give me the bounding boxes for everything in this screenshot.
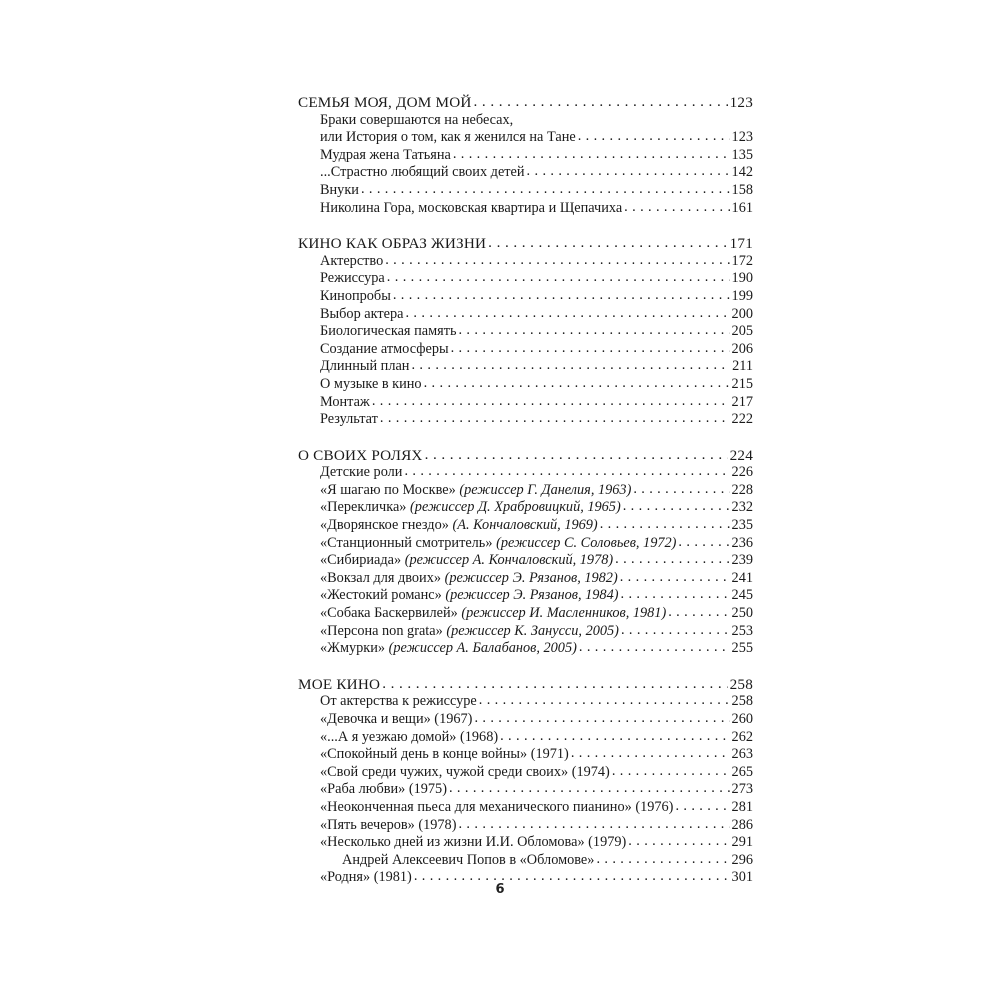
- dot-leader: [474, 93, 728, 111]
- toc-entry-title-text: Мудрая жена Татьяна: [320, 146, 451, 163]
- toc-entry: [298, 517, 753, 535]
- toc-entry: [298, 817, 753, 835]
- dot-leader: [474, 710, 729, 728]
- toc-entry-continuation-title: [320, 129, 576, 147]
- toc-entry: [298, 147, 753, 165]
- section-heading: [298, 94, 753, 112]
- toc-entry-title-text: Андрей Алексеевич Попов в «Обломове»: [342, 851, 595, 868]
- toc-entry: [298, 253, 753, 271]
- toc-entry-page: 217: [731, 393, 753, 410]
- toc-entry-title: [320, 605, 666, 623]
- table-of-contents: [298, 94, 753, 905]
- toc-section: [298, 94, 753, 217]
- section-heading-title-text: КИНО КАК ОБРАЗ ЖИЗНИ: [298, 235, 487, 253]
- toc-entry-title: [320, 288, 391, 306]
- toc-entry-title-text: ...Страстно любящий своих детей: [320, 164, 525, 181]
- toc-entry: [298, 852, 753, 870]
- toc-entry-title-text: «Персона non grata»: [320, 622, 443, 639]
- toc-entry-title: [320, 535, 676, 553]
- toc-entry-note: (режиссер Д. Храбровицкий, 1965): [410, 499, 621, 516]
- dot-leader: [578, 128, 730, 146]
- toc-entry-title-text: Кинопробы: [320, 287, 391, 304]
- toc-entry-page: 200: [731, 305, 753, 322]
- section-heading-title: [298, 235, 486, 253]
- toc-entry-title: [320, 587, 619, 605]
- toc-entry-title-text: «...А я уезжаю домой» (1968): [320, 728, 499, 745]
- dot-leader: [382, 675, 727, 693]
- toc-entry-page: 258: [731, 693, 753, 710]
- toc-entry-title-text: «Жмурки»: [320, 640, 386, 657]
- toc-entry-title-text: «Сибириада»: [320, 552, 402, 569]
- toc-section: [298, 235, 753, 429]
- section-heading-title-text: О СВОИХ РОЛЯХ: [298, 446, 423, 464]
- toc-entry-page: 286: [731, 816, 753, 833]
- dot-leader: [425, 446, 728, 464]
- toc-entry-title-text: «Вокзал для двоих»: [320, 569, 441, 586]
- dot-leader: [458, 816, 729, 834]
- section-heading-title: [298, 94, 472, 112]
- toc-entry-title: [342, 852, 594, 870]
- toc-entry: [298, 341, 753, 359]
- toc-entry-title-text: «Дворянское гнездо»: [320, 517, 449, 534]
- toc-entry-title-text: Внуки: [320, 181, 359, 198]
- toc-entry-title-text: Монтаж: [320, 393, 370, 410]
- toc-entry-title: [320, 164, 525, 182]
- dot-leader: [621, 622, 730, 640]
- toc-entry-title-text: «Спокойный день в конце войны» (1971): [320, 746, 569, 763]
- toc-entry-title-text: «Свой среди чужих, чужой среди своих» (1974): [320, 763, 610, 780]
- toc-entry-note: (А. Кончаловский, 1969): [452, 517, 598, 534]
- toc-entry-title-text: Выбор актера: [320, 305, 404, 322]
- dot-leader: [385, 252, 729, 270]
- toc-entry-page: 301: [731, 869, 753, 886]
- dot-leader: [678, 534, 729, 552]
- toc-entry: [298, 270, 753, 288]
- toc-entry-page: 205: [731, 323, 753, 340]
- toc-entry-page: 281: [731, 798, 753, 815]
- section-heading-page: 258: [729, 675, 753, 693]
- toc-entry-page: 228: [731, 481, 753, 498]
- dot-leader: [620, 569, 730, 587]
- toc-entry-title: [320, 781, 447, 799]
- dot-leader: [424, 375, 730, 393]
- dot-leader: [571, 745, 730, 763]
- toc-entry-title-text: «Несколько дней из жизни И.И. Обломова» (1979): [320, 834, 627, 851]
- toc-entry-title: [320, 623, 619, 641]
- toc-entry-note: (режиссер К. Занусси, 2005): [446, 622, 619, 639]
- toc-entry-page: 296: [731, 851, 753, 868]
- dot-leader: [675, 798, 729, 816]
- toc-entry: [298, 499, 753, 517]
- dot-leader: [488, 234, 727, 252]
- toc-entry-page: 262: [731, 728, 753, 745]
- toc-entry-title-text: Актерство: [320, 252, 384, 269]
- toc-entry-title: [320, 499, 621, 517]
- toc-entry-page: 241: [731, 569, 753, 586]
- dot-leader: [612, 763, 730, 781]
- section-heading-page: 224: [729, 446, 753, 464]
- toc-entry-note: (режиссер А. Кончаловский, 1978): [404, 552, 614, 569]
- toc-entry-title: [320, 640, 577, 658]
- section-heading-page: 123: [729, 94, 753, 111]
- toc-entry-title-text: «Пять вечеров» (1978): [320, 816, 457, 833]
- toc-entry: [298, 834, 753, 852]
- dot-leader: [405, 305, 729, 323]
- dot-leader: [380, 410, 730, 428]
- toc-entry-title: [320, 306, 403, 324]
- toc-entry-page: 253: [731, 622, 753, 639]
- dot-leader: [404, 463, 729, 481]
- toc-entry-note: (режиссер И. Масленников, 1981): [461, 605, 667, 622]
- toc-entry-continuation: [298, 129, 753, 147]
- toc-entry-title: [320, 464, 402, 482]
- dot-leader: [527, 163, 730, 181]
- toc-entry-title: [320, 817, 456, 835]
- toc-entry-title-text: Режиссура: [320, 270, 385, 287]
- dot-leader: [387, 269, 730, 287]
- toc-entry-title: [320, 182, 359, 200]
- toc-entry: [298, 482, 753, 500]
- dot-leader: [596, 851, 729, 869]
- toc-entry: [298, 288, 753, 306]
- toc-entry-title: [320, 552, 613, 570]
- toc-entry-page: 263: [731, 746, 753, 763]
- toc-entry: [298, 200, 753, 218]
- toc-entry-title-text: «Собака Баскервилей»: [320, 605, 458, 622]
- dot-leader: [449, 780, 730, 798]
- toc-entry-title: [320, 799, 673, 817]
- dot-leader: [453, 146, 730, 164]
- toc-entry-title: [320, 358, 409, 376]
- toc-entry-title-text: От актерства к режиссуре: [320, 693, 477, 710]
- toc-entry-title-text: «Станционный смотритель»: [320, 534, 493, 551]
- dot-leader: [500, 728, 729, 746]
- toc-entry-page: 222: [731, 411, 753, 428]
- toc-entry-title-text: «Родня» (1981): [320, 869, 412, 886]
- toc-entry-page: 273: [731, 781, 753, 798]
- toc-entry-title: [320, 482, 631, 500]
- toc-entry: [298, 323, 753, 341]
- toc-entry: [298, 164, 753, 182]
- toc-entry: [298, 358, 753, 376]
- toc-entry-note: (режиссер А. Балабанов, 2005): [388, 640, 577, 657]
- section-heading: [298, 235, 753, 253]
- toc-entry-title: [320, 693, 477, 711]
- toc-entry-page: 211: [732, 358, 753, 375]
- dot-leader: [411, 357, 730, 375]
- toc-entry: [298, 746, 753, 764]
- toc-entry-note: (режиссер С. Соловьев, 1972): [496, 534, 677, 551]
- toc-entry-title-text: О музыке в кино: [320, 375, 422, 392]
- toc-entry-page: 190: [731, 270, 753, 287]
- toc-entry-title-text: Детские роли: [320, 464, 403, 481]
- toc-entry-page: 158: [731, 181, 753, 198]
- toc-entry-title: [320, 200, 622, 218]
- dot-leader: [668, 604, 729, 622]
- toc-entry: [298, 799, 753, 817]
- dot-leader: [600, 516, 730, 534]
- section-heading: [298, 447, 753, 465]
- toc-entry: [298, 570, 753, 588]
- toc-entry-title-text: Биологическая память: [320, 323, 457, 340]
- toc-entry-title: [320, 411, 378, 429]
- toc-entry-title: [320, 729, 498, 747]
- toc-entry-page: 265: [731, 763, 753, 780]
- toc-entry-page: 235: [731, 517, 753, 534]
- toc-entry: [298, 605, 753, 623]
- toc-entry-title-text: «Раба любви» (1975): [320, 781, 447, 798]
- toc-entry-title-text: Браки совершаются на небесах,: [320, 111, 514, 128]
- toc-entry-title: [320, 834, 626, 852]
- dot-leader: [372, 393, 730, 411]
- toc-entry-title-text: «Перекличка»: [320, 499, 407, 516]
- dot-leader: [628, 833, 729, 851]
- toc-entry-title-text: Длинный план: [320, 358, 410, 375]
- toc-section: [298, 676, 753, 887]
- toc-entry-title: [320, 147, 451, 165]
- toc-entry-title: [320, 270, 385, 288]
- toc-entry-title: [320, 323, 456, 341]
- section-heading: [298, 676, 753, 694]
- toc-entry: [298, 640, 753, 658]
- toc-entry-page: 172: [731, 252, 753, 269]
- dot-leader: [621, 586, 730, 604]
- dot-leader: [479, 692, 730, 710]
- toc-entry-title: [320, 341, 449, 359]
- toc-entry: [298, 394, 753, 412]
- dot-leader: [579, 639, 730, 657]
- toc-entry: [298, 535, 753, 553]
- toc-entry-title-text: «Жестокий романс»: [320, 587, 442, 604]
- toc-entry-page: 236: [731, 534, 753, 551]
- toc-entry-page: 239: [731, 552, 753, 569]
- dot-leader: [458, 322, 729, 340]
- dot-leader: [623, 498, 730, 516]
- toc-entry-title: [320, 394, 370, 412]
- toc-entry: [298, 182, 753, 200]
- toc-entry-note: (режиссер Э. Рязанов, 1984): [445, 587, 619, 604]
- section-heading-page: 171: [729, 235, 753, 253]
- toc-entry-title: [320, 570, 618, 588]
- page-number: 6: [495, 882, 505, 897]
- toc-entry-continuation-page: 123: [731, 129, 753, 146]
- toc-entry-page: 250: [731, 605, 753, 622]
- dot-leader: [624, 199, 729, 217]
- toc-entry: [298, 464, 753, 482]
- toc-entry-page: 206: [731, 340, 753, 357]
- toc-entry-title: [320, 253, 383, 271]
- dot-leader: [451, 340, 730, 358]
- toc-entry: [298, 623, 753, 641]
- toc-entry-page: 260: [731, 711, 753, 727]
- toc-entry: [298, 711, 753, 729]
- toc-entry-page: 245: [731, 587, 753, 604]
- toc-entry: [298, 112, 753, 130]
- toc-entry-page: 135: [731, 146, 753, 163]
- toc-entry-title: [320, 376, 422, 394]
- toc-entry-title-text: Николина Гора, московская квартира и Щепачиха: [320, 199, 623, 216]
- toc-entry-title: [320, 711, 472, 729]
- toc-entry-note: (режиссер Э. Рязанов, 1982): [444, 569, 618, 586]
- toc-entry-title-text: Создание атмосферы: [320, 340, 449, 357]
- toc-entry: [298, 781, 753, 799]
- section-heading-title: [298, 447, 423, 465]
- toc-entry-title-text: «Я шагаю по Москве»: [320, 481, 456, 498]
- toc-entry: [298, 693, 753, 711]
- toc-entry-page: 199: [731, 287, 753, 304]
- toc-section: [298, 447, 753, 658]
- toc-entry-page: 255: [731, 640, 753, 657]
- dot-leader: [633, 481, 729, 499]
- toc-entry-title: [320, 746, 569, 764]
- toc-entry: [298, 552, 753, 570]
- toc-entry-title-text: «Девочка и вещи» (1967): [320, 711, 473, 727]
- toc-entry-title: [320, 112, 513, 130]
- toc-entry: [298, 376, 753, 394]
- toc-entry-title-text: «Неоконченная пьеса для механического пианино» (1976): [320, 798, 674, 815]
- toc-entry-page: 215: [731, 375, 753, 392]
- section-heading-title: [298, 676, 380, 694]
- toc-entry: [298, 411, 753, 429]
- toc-entry-title-text: Результат: [320, 411, 378, 428]
- toc-entry-page: 161: [731, 199, 753, 216]
- section-heading-title-text: СЕМЬЯ МОЯ, ДОМ МОЙ: [298, 94, 472, 111]
- toc-entry-page: 291: [731, 834, 753, 851]
- toc-entry-title: [320, 764, 610, 782]
- toc-entry-page: 142: [731, 164, 753, 181]
- toc-entry-page: 232: [731, 499, 753, 516]
- dot-leader: [393, 287, 730, 305]
- toc-entry-continuation-title-text: или История о том, как я женился на Тане: [320, 129, 576, 146]
- toc-entry: [298, 306, 753, 324]
- toc-entry-title: [320, 517, 598, 535]
- toc-entry: [298, 729, 753, 747]
- dot-leader: [361, 181, 730, 199]
- toc-entry: [298, 587, 753, 605]
- toc-entry-note: (режиссер Г. Данелия, 1963): [459, 481, 632, 498]
- section-heading-title-text: МОЕ КИНО: [298, 675, 381, 693]
- dot-leader: [615, 551, 729, 569]
- toc-entry-page: 226: [731, 464, 753, 481]
- toc-entry: [298, 764, 753, 782]
